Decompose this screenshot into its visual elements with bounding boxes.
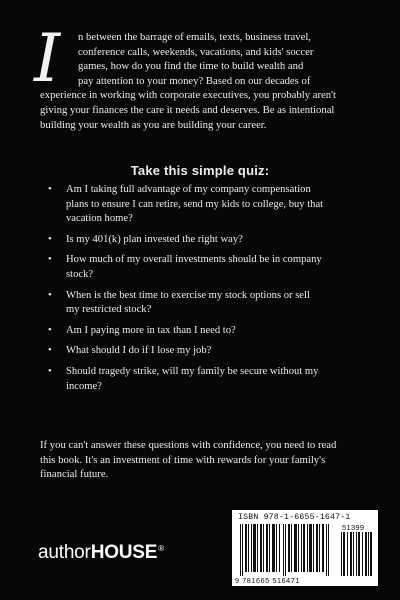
quiz-item [48, 344, 368, 359]
bullet-icon: • [48, 365, 52, 377]
intro-line: games, how do you find the time to build wealth and [78, 60, 304, 73]
quiz-item-line: Should tragedy strike, will my family be secure without my [66, 365, 319, 377]
quiz-item-line: vacation home? [66, 213, 133, 225]
intro-line: experience in working with corporate executives, you probably aren't [40, 89, 337, 102]
closing-line: this book. It's an investment of time with rewards for your family's [40, 453, 326, 466]
bullet-icon: • [48, 289, 52, 301]
price-addon-digits: 51399 [342, 523, 365, 532]
closing-paragraph [40, 438, 370, 482]
quiz-item-line: Am I paying more in tax than I need to? [66, 324, 236, 336]
quiz-item-line: Is my 401(k) plan invested the right way? [66, 233, 243, 245]
quiz-item-line: my restricted stock? [66, 304, 152, 316]
isbn-number: ISBN 978-1-6655-1647-1 [238, 513, 351, 522]
ean-digits: 9 781665 516471 [235, 576, 300, 585]
closing-line: financial future. [40, 468, 109, 481]
quiz-item-line: How much of my overall investments should be in company [66, 254, 322, 266]
intro-paragraph [34, 20, 364, 132]
quiz-item-line: stock? [66, 268, 94, 280]
quiz-item [48, 253, 368, 282]
isbn-barcode [232, 510, 378, 586]
quiz-item-line: plans to ensure I can retire, send my kids to college, buy that [66, 198, 324, 210]
addon-barcode-bars [341, 532, 373, 576]
quiz-item [48, 365, 368, 394]
bullet-icon: • [48, 254, 52, 266]
logo-text-author: author [38, 542, 91, 563]
intro-line: building your wealth as you are building your career. [40, 118, 267, 131]
quiz-list [48, 183, 368, 400]
bullet-icon: • [48, 233, 52, 245]
quiz-item [48, 233, 368, 248]
bullet-icon: • [48, 345, 52, 357]
quiz-item [48, 289, 368, 318]
quiz-item-line: What should I do if I lose my job? [66, 345, 212, 357]
registered-mark: ® [158, 544, 164, 553]
closing-line: If you can't answer these questions with confidence, you need to read [40, 439, 337, 451]
intro-line: n between the barrage of emails, texts, business travel, [78, 31, 311, 43]
drop-cap: I [34, 20, 61, 97]
intro-line: pay attention to your money? Based on our decades of [78, 74, 311, 87]
quiz-item-line: income? [66, 380, 102, 392]
publisher-logo [38, 542, 164, 564]
bullet-icon: • [48, 324, 52, 336]
bullet-icon: • [48, 184, 52, 195]
quiz-item [48, 324, 368, 339]
quiz-item-line: Am I taking full advantage of my company compensation [66, 184, 311, 195]
intro-line: giving your finances the care it needs and deserves. Be as intentional [40, 103, 335, 116]
ean-barcode-bars [238, 524, 338, 576]
quiz-item-line: When is the best time to exercise my stock options or sell [66, 289, 310, 301]
quiz-item [48, 183, 368, 227]
quiz-heading: Take this simple quiz: [130, 163, 270, 178]
intro-line: conference calls, weekends, vacations, and kids' soccer [78, 45, 314, 58]
logo-text-house: HOUSE [90, 542, 158, 563]
